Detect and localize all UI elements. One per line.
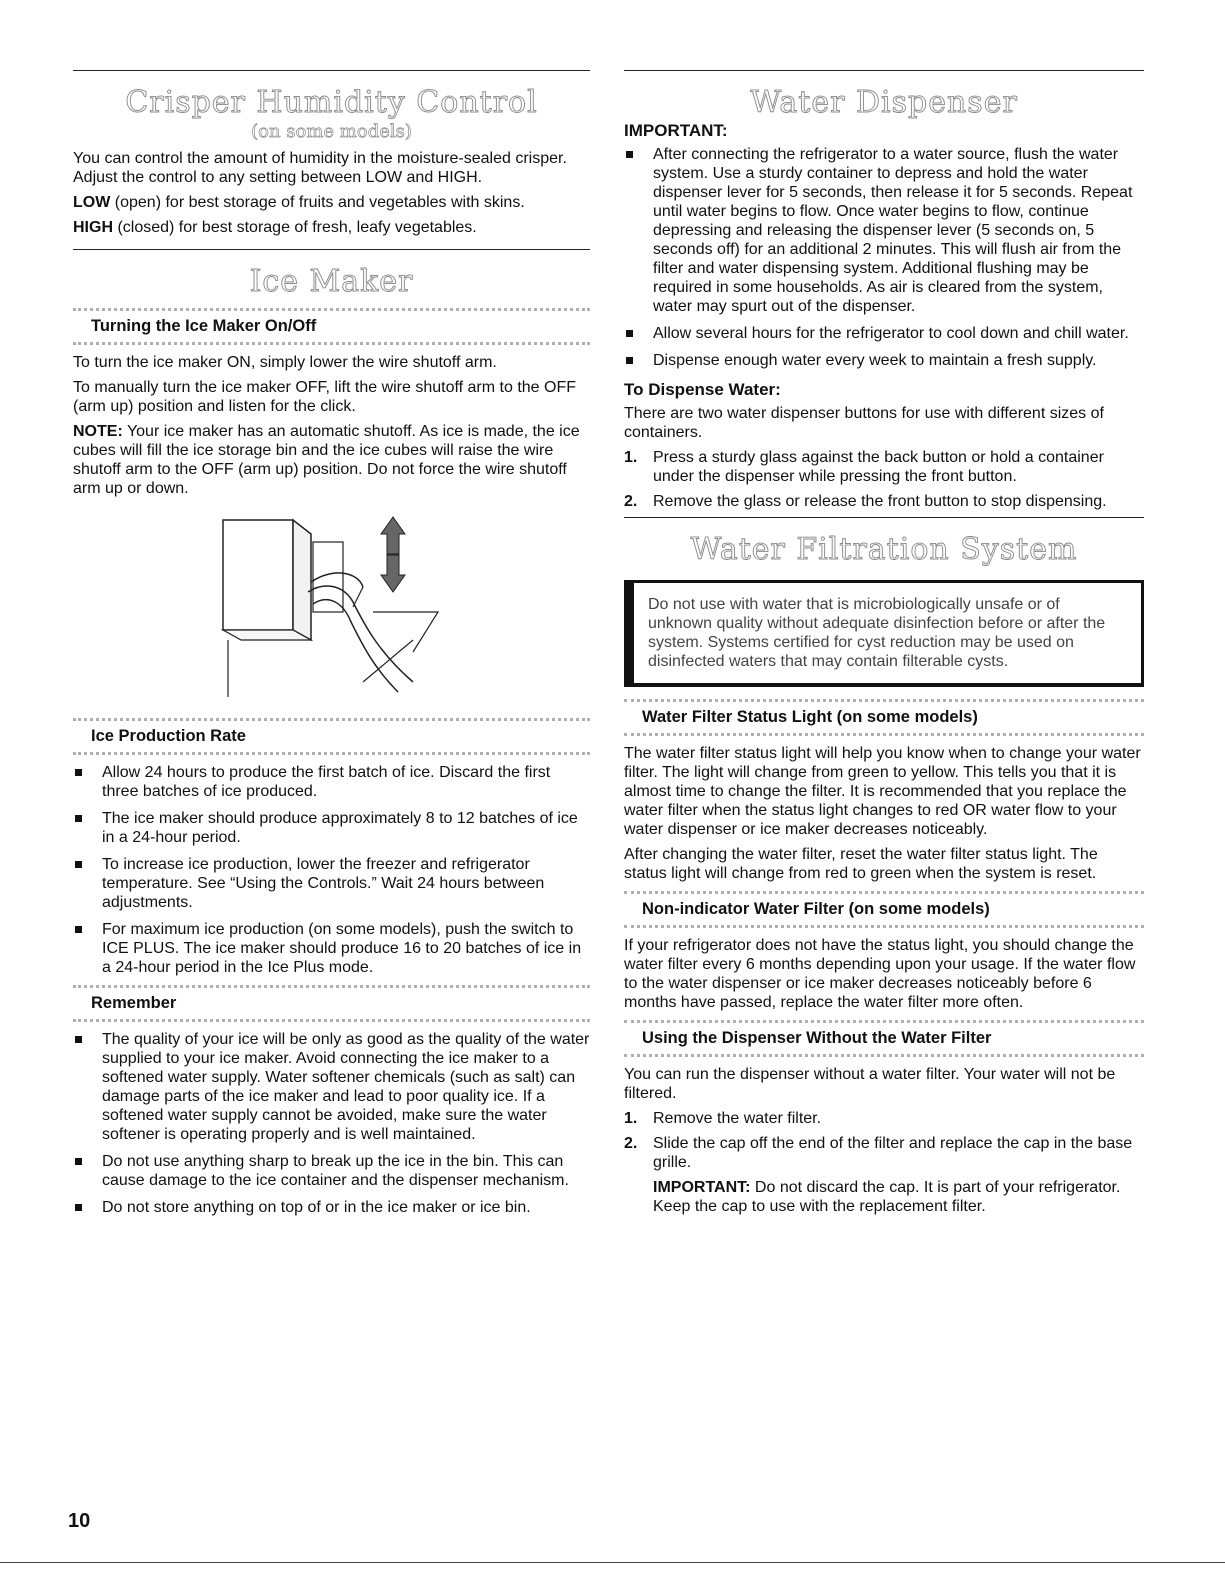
dispenser-title: Water Dispenser <box>750 85 1018 120</box>
rate-heading: Ice Production Rate <box>73 718 590 755</box>
footer-rule <box>0 1562 1225 1563</box>
ice-maker-title: Ice Maker <box>249 264 414 299</box>
crisper-intro: You can control the amount of humidity in the moisture-sealed crisper. Adjust the control to any setting between LOW and HIGH. <box>73 150 567 186</box>
note-label: NOTE: <box>73 423 123 440</box>
list-item: Allow 24 hours to produce the first batch of ice. Discard the first three batches of ice produced. <box>73 763 590 801</box>
crisper-high <box>73 218 590 237</box>
page-number: 10 <box>68 1510 91 1532</box>
bullet-icon <box>75 926 82 933</box>
bullet-icon <box>75 861 82 868</box>
list-item: Allow several hours for the refrigerator to cool down and chill water. <box>624 324 1144 343</box>
low-text: (open) for best storage of fruits and vegetables with skins. <box>114 194 525 211</box>
list-item: 2. Slide the cap off the end of the filter and replace the cap in the base grille. IMPORTANT: Do not discard the cap. It is part of your refrigerator. Keep the cap to use with the replacement filter. <box>624 1134 1144 1216</box>
non-indicator-heading: Non-indicator Water Filter (on some models) <box>624 891 1144 928</box>
ice-maker-illustration <box>213 512 453 697</box>
crisper-low <box>73 193 590 212</box>
bullet-icon <box>75 769 82 776</box>
high-text: (closed) for best storage of fresh, leafy vegetables. <box>117 219 477 236</box>
left-column <box>73 70 590 1225</box>
status-light-heading: Water Filter Status Light (on some models) <box>624 699 1144 736</box>
warning-box: Do not use with water that is microbiologically unsafe or of unknown quality without adequate disinfection before or after the system. Systems certified for cyst reduction may be used on disinfected waters that may contain filterable cysts. <box>624 580 1144 687</box>
without-filter-intro: You can run the dispenser without a water filter. Your water will not be filtered. <box>624 1066 1116 1102</box>
bullet-icon <box>626 330 633 337</box>
rate-list <box>73 763 590 977</box>
list-item: 2. Remove the glass or release the front button to stop dispensing. <box>624 493 1107 510</box>
status-paragraph-2: After changing the water filter, reset the water filter status light. The status light will change from red to green when the system is reset. <box>624 846 1098 882</box>
list-item: Do not store anything on top of or in the ice maker or ice bin. <box>73 1198 590 1217</box>
to-dispense-heading: To Dispense Water: <box>624 380 781 399</box>
remember-heading: Remember <box>73 985 590 1022</box>
dispense-steps <box>624 448 1144 511</box>
remember-list <box>73 1030 590 1217</box>
list-item: 1. Press a sturdy glass against the back button or hold a container under the dispenser while pressing the front button. <box>624 449 1104 485</box>
bullet-icon <box>626 357 633 364</box>
list-item: To increase ice production, lower the freezer and refrigerator temperature. See “Using the Controls.” Wait 24 hours between adjustments. <box>73 855 590 912</box>
important-list <box>624 145 1144 370</box>
without-filter-heading: Using the Dispenser Without the Water Filter <box>624 1020 1144 1057</box>
list-item: The ice maker should produce approximately 8 to 12 batches of ice in a 24-hour period. <box>73 809 590 847</box>
status-paragraph-1: The water filter status light will help you know when to change your water filter. The light will change from green to yellow. This tells you that it is almost time to change the filter. It is recommended that you replace the water filter when the status light changes to red OR water flow to your water dispenser or ice maker decreases noticeably. <box>624 745 1141 838</box>
note-paragraph <box>73 422 590 498</box>
without-filter-steps <box>624 1109 1144 1216</box>
list-item: The quality of your ice will be only as good as the quality of the water supplied to your ice maker. Avoid connecting the ice maker to a softened water supply. Water softener chemicals (such as salt) can damage parts of the ice maker and lead to poor quality ice. If a softened water supply cannot be avoided, make sure the water softener is operating properly and is well maintained. <box>73 1030 590 1144</box>
list-item: Dispense enough water every week to maintain a fresh supply. <box>624 351 1144 370</box>
note-text: Your ice maker has an automatic shutoff. As ice is made, the ice cubes will fill the ice storage bin and the ice cubes will raise the wire shutoff arm to the OFF (arm up) position. Do not force the wire shutoff arm up or down. <box>73 423 580 497</box>
right-column <box>624 70 1144 1222</box>
list-item: Do not use anything sharp to break up the ice in the bin. This can cause damage to the ice container and the dispenser mechanism. <box>73 1152 590 1190</box>
list-item: After connecting the refrigerator to a water source, flush the water system. Use a sturdy container to depress and hold the water dispenser lever for 5 seconds, then release it for 5 seconds. Repeat until water begins to flow. Once water begins to flow, continue depressing and releasing the dispenser lever (5 seconds on, 5 seconds off) for an additional 2 minutes. This will flush air from the filter and water dispensing system. Additional flushing may be required in some households. As air is cleared from the system, water may spurt out of the dispenser. <box>624 145 1144 316</box>
low-label: LOW <box>73 194 111 211</box>
filtration-title: Water Filtration System <box>690 532 1078 567</box>
bullet-icon <box>626 151 633 158</box>
non-indicator-text: If your refrigerator does not have the status light, you should change the water filter every 6 months depending upon your usage. If the water flow to the water dispenser or ice maker decreases noticeably before 6 months have passed, replace the water filter more often. <box>624 937 1136 1011</box>
to-dispense-intro: There are two water dispenser buttons for use with different sizes of containers. <box>624 405 1104 441</box>
on-text: To turn the ice maker ON, simply lower the wire shutoff arm. <box>73 354 497 371</box>
cap-important-text: Do not discard the cap. It is part of your refrigerator. Keep the cap to use with the replacement filter. <box>653 1179 1121 1215</box>
high-label: HIGH <box>73 219 113 236</box>
on-off-heading: Turning the Ice Maker On/Off <box>73 308 590 345</box>
cap-important-label: IMPORTANT: <box>653 1179 751 1196</box>
list-item: For maximum ice production (on some models), push the switch to ICE PLUS. The ice maker should produce 16 to 20 batches of ice in a 24-hour period in the Ice Plus mode. <box>73 920 590 977</box>
bullet-icon <box>75 1204 82 1211</box>
crisper-title: Crisper Humidity Control <box>125 85 538 120</box>
crisper-subtitle: (on some models) <box>251 121 412 142</box>
important-label: IMPORTANT: <box>624 121 728 140</box>
cap-important <box>653 1178 1144 1216</box>
bullet-icon <box>75 1036 82 1043</box>
off-text: To manually turn the ice maker OFF, lift the wire shutoff arm to the OFF (arm up) position and listen for the click. <box>73 379 576 415</box>
list-item: 1. Remove the water filter. <box>624 1110 822 1127</box>
bullet-icon <box>75 815 82 822</box>
bullet-icon <box>75 1158 82 1165</box>
